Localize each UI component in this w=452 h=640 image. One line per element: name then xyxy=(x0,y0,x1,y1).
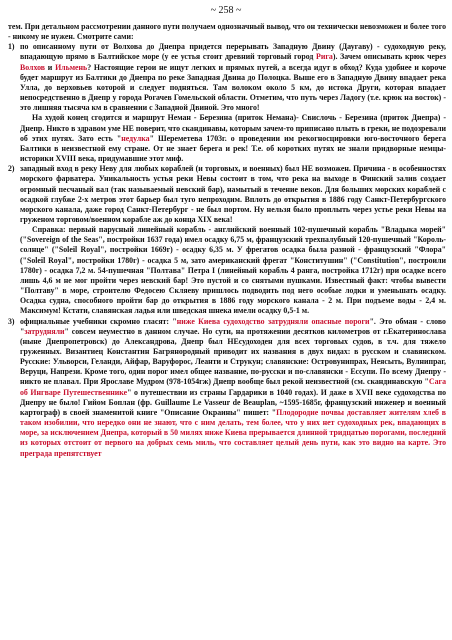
highlight-quote-hindered: затрудняли xyxy=(24,326,65,336)
item-number: 3) xyxy=(8,316,15,326)
item-number: 1) xyxy=(8,42,15,52)
highlight-saga-title: Сага об Ингваре Путешественнике xyxy=(20,377,446,397)
item-1-text-and: и xyxy=(45,62,56,72)
highlight-quote: недулка xyxy=(121,133,150,143)
item-1-p2-text-a: На худой конец сгодится и маршрут Неман - Березина (приток Немана)- Свислочь - Березина (приток Днепра) - Днепр. Никто в здравом уме НЕ поверит, что скандинавы, которым зачем-то приписано плыть в греки, не подозревали об этих путях. Зато есть " xyxy=(20,113,446,143)
highlight-quote-rapids: ниже Киева судоходство затрудняли опасные пороги xyxy=(176,316,370,326)
item-1-text-c: ? Настоящие герои не ищут легких и прямых путей, а всегда идут в обход? Куда удобнее и короче будет маршрут из Балтики до Днепра по реке Западная Двина до Полоцка. Выше его в Западную Двину впадает река Улла, до верховьев которой и следует подняться. Там волоком около 5 км, до истока Други, которая впадает непосредственно в Днепр у города Рогачев Гомельской области. Отметим, что путь через Ладогу (т.е. крюк на восток) - это лишняя тысяча км в сравнении с Западной Двиной. Это много! xyxy=(20,62,446,113)
item-3-text-c: " совсем неуместно в данном случае. Но сути, на протяжении десятков километров от г.Екатеринослава (ныне Днепропетровск) до Александрова, Днепр был НЕсудоходен для всех торговых судов, в т.ч. для тяжело груженных. Византиец Константин Багрянородный приводит их названия в двух видах: в русском и славянском. Русские: Ульворси, Геланди, Айфар, Варуфорос, Леанти и Струкун; славянские: Островунипрах, Неясыть, Вулнипраг, Веруци, Напрези. Кроме того, один порог имел общее название, по-русски и по-славянски - Ессупи. По всему Днепру - никто не плавал. При Ярославе Мудром (978-1054гж) Днепр вообще был рекой неизвестной (см. скандинавскую " xyxy=(20,326,446,387)
list-item-3 xyxy=(8,317,446,459)
item-1-paragraph-2 xyxy=(20,113,446,164)
list-item-1 xyxy=(8,42,446,164)
item-3-text-d: " о путешествии из страны Гардарики в 1040 годах). И даже в XVII веке судоходства по Днепру не было! Гийом Боплан (фр. Guillaume Le Vasseur de Beauplan, ~1595-1685г, французский инженер и военный картограф) в своей знаменитой книге "Описание Окраины" пишет: " xyxy=(20,387,447,417)
item-3-paragraph xyxy=(20,317,446,459)
intro-paragraph: тем. При детальном рассмотрении данного пути получаем однозначный вывод, что он технически невозможен и более того - никому не нужен. Смотрите сами: xyxy=(8,22,446,42)
page-number: ~ 258 ~ xyxy=(210,5,242,16)
highlight-ilmen: Ильмень xyxy=(55,62,88,72)
item-number: 2) xyxy=(8,164,15,174)
page-text xyxy=(8,22,446,459)
item-1-text-a: по описанному пути от Волхова до Днепра придется перерывать Западную Двину (Даугаву) - судоходную реку, впадающую прямо в Балтийское море (у ее устья стоит древний торговый город xyxy=(20,42,446,62)
highlight-riga: Рига xyxy=(316,52,333,62)
highlight-beauplan-quote: Плодородие почвы доставляет жителям хлеб в таком изобилии, что нередко они не знают, что с ним делать, тем более, что у них нет судоходных рек, впадающих в море, за исключением Днепра, который в 50 милях ниже Киева прерывается длинной тридцатью порогами, последний из которых отстоит от первого на добрых семь миль, что составляет целый день пути, как это видно на карте. Это преграда препятствует xyxy=(20,407,446,458)
item-3-text-a: официальные учебники скромно гласят: " xyxy=(20,316,177,326)
highlight-volhov: Волхов xyxy=(20,62,46,72)
item-3-text-b: ". Это обман - слово " xyxy=(20,316,446,336)
item-1-p2-text-b: " Шереметева 1703г. о проведении им рекогносцировки юго-восточного берега Балтики в неизвестной ему стране. От не знает берега и рек! Т.е. об коротких путях не знали придворные немцы-историки XVIII века, придумавшие этот миф. xyxy=(20,133,447,164)
list-item-2 xyxy=(8,164,446,316)
item-1-paragraph xyxy=(20,42,446,113)
item-2-paragraph: западный вход в реку Неву для любых кораблей (и торговых, и военных) был НЕ возможен. Причина - в особенностях морского фарватера. Уникальность устья реки Невы состоит в том, что река на выходе в Финский залив создает огромный песчаный вал (так называемый невский бар), намытый в течение веков. Для больших морских кораблей с осадкой глубже 2-х метров этот барьер был туго непроходим. Вплоть до открытия в 1886 году Санкт-Петербургского морского канала, даже город Санкт-Петербург - не был портом. Ну нельзя было проплыть через устье реки Невы на груженом торговом/военном корабле аж до конца XIX века! xyxy=(20,164,446,224)
item-2-reference-paragraph: Справка: первый парусный линейный корабль - английский военный 102-пушечный корабль "Владыка морей" ("Sovereign of the Seas", постройки 1637 года) имел осадку 6,75 м, французский трехпалубный 120-пушечный "Король-солнце" ("Soleil Royal", постройки 1669г) - осадку 6,35 м. У фрегатов осадка была разной - французский "Флора"("Soleil Royal", постройки 1780г) - осадка 5 м, зато американский фрегат "Конститушин" ("Constitution", построили 1780г) - осадка 7,2 м. 54-пушечная "Полтава" Петра I (линейный корабль 4 ранга, постройка 1712г) при осадке всего лишь 4,6 м не мог пройти через невский бар! Это пустой и со снятыми пушками. Известный факт: чтобы вывести "Полтаву" в море, строителю Федосею Скляеву пришлось подводить под него особые лодки и уменьшать осадку. Осадка судна, способного пройти бар до открытия в 1886 году морского канала - 2 м. При подъеме воды - 2,4 м. Максимум! Кстати, славянская ладья или шведская шнека имели осадку 0,5-1 м. xyxy=(20,225,446,316)
item-1-text-b: ). Зачем описывать крюк через xyxy=(332,52,446,62)
